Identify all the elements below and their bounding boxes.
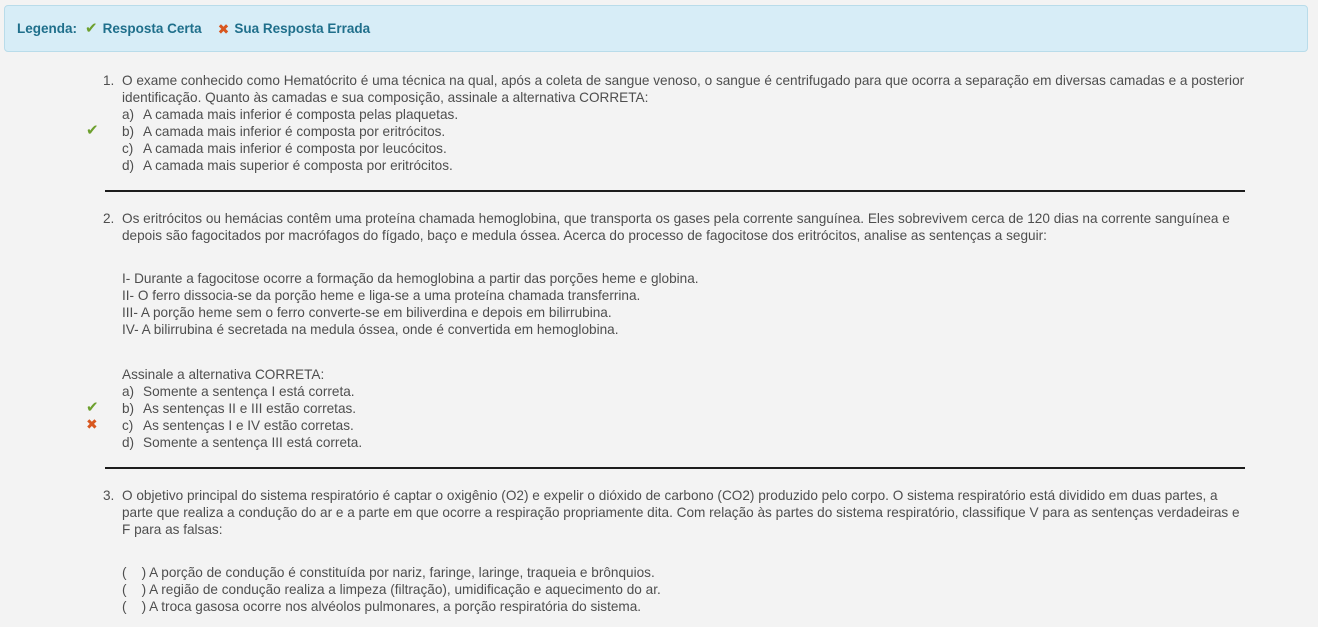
option-text: As sentenças II e III estão corretas. <box>143 401 357 416</box>
question-stem: Os eritrócitos ou hemácias contêm uma proteína chamada hemoglobina, que transporta os gases pela corrente sanguínea. Eles sobrevivem cerca de 120 dias na corrente sanguínea e depois são fagocitados por macrófagos do fígado, baço e medula óssea. Acerca do processo de fagocitose dos eritrócitos, analise as sentenças a seguir: <box>122 211 1230 243</box>
question-divider <box>105 467 1245 469</box>
option-letter: a) <box>122 384 135 399</box>
option-text: A camada mais superior é composta por eritrócitos. <box>143 158 453 173</box>
statement-line: IV- A bilirrubina é secretada na medula óssea, onde é convertida em hemoglobina. <box>122 322 619 337</box>
legend-label: Legenda: <box>17 21 78 36</box>
option-letter: b) <box>122 401 135 416</box>
option-row <box>122 157 1245 174</box>
option-letter: b) <box>122 124 135 139</box>
wrong-answer-icon: ✖ <box>86 416 98 432</box>
option-row <box>86 416 1245 434</box>
legend-item-correct <box>85 20 202 37</box>
correct-answer-icon: ✔ <box>86 122 99 139</box>
question-list <box>86 52 1245 615</box>
question-divider <box>105 190 1245 192</box>
wrong-answer-icon: ✖ <box>217 20 230 37</box>
option-text: A camada mais inferior é composta por leucócitos. <box>143 141 447 156</box>
option-letter: d) <box>122 435 135 450</box>
answer-prompt: Assinale a alternativa CORRETA: <box>122 367 325 382</box>
option-text: Somente a sentença I está correta. <box>143 384 355 399</box>
option-row <box>86 399 1245 417</box>
question-number: 3. <box>103 488 115 503</box>
question <box>103 487 1245 615</box>
statement-line: ( ) A região de condução realiza a limpeza (filtração), umidificação e aquecimento do ar. <box>122 582 661 597</box>
option-row <box>122 140 1245 157</box>
legend-wrong-label: Sua Resposta Errada <box>234 21 371 36</box>
option-text: A camada mais inferior é composta por eritrócitos. <box>143 124 446 139</box>
legend-item-wrong <box>218 20 371 37</box>
option-letter: c) <box>122 418 134 433</box>
option-letter: a) <box>122 107 135 122</box>
legend-correct-label: Resposta Certa <box>102 21 202 36</box>
statement-line: III- A porção heme sem o ferro converte-se em biliverdina e depois em bilirrubina. <box>122 305 612 320</box>
statement-line: ( ) A porção de condução é constituída por nariz, faringe, laringe, traqueia e brônquios. <box>122 565 655 580</box>
correct-answer-icon: ✔ <box>86 399 99 416</box>
statement-line: II- O ferro dissocia-se da porção heme e liga-se a uma proteína chamada transferrina. <box>122 288 641 303</box>
statement-list <box>122 564 1245 615</box>
option-letter: c) <box>122 141 134 156</box>
statement-line: ( ) A troca gasosa ocorre nos alvéolos pulmonares, a porção respiratória do sistema. <box>122 599 642 614</box>
question-stem: O exame conhecido como Hematócrito é uma técnica na qual, após a coleta de sangue venoso, o sangue é centrifugado para que ocorra a separação em diversas camadas e a posterior identificação. Quanto às camadas e sua composição, assinale a alternativa CORRETA: <box>122 73 1245 105</box>
option-text: Somente a sentença III está correta. <box>143 435 363 450</box>
option-row <box>122 434 1245 451</box>
option-row <box>122 383 1245 400</box>
option-text: A camada mais inferior é composta pelas plaquetas. <box>143 107 459 122</box>
statement-list <box>122 270 1245 338</box>
option-text: As sentenças I e IV estão corretas. <box>143 418 354 433</box>
question-number: 1. <box>103 73 115 88</box>
question <box>86 72 1245 174</box>
option-letter: d) <box>122 158 135 173</box>
question <box>86 210 1245 451</box>
question-number: 2. <box>103 211 115 226</box>
question-stem: O objetivo principal do sistema respiratório é captar o oxigênio (O2) e expelir o dióxido de carbono (CO2) produzido pelo corpo. O sistema respiratório está dividido em duas partes, a parte que realiza a condução do ar e a parte em que ocorre a respiração propriamente dita. Com relação às partes do sistema respiratório, classifique V para as sentenças verdadeiras e F para as falsas: <box>122 488 1240 537</box>
option-row <box>122 106 1245 123</box>
statement-line: I- Durante a fagocitose ocorre a formação da hemoglobina a partir das porções heme e globina. <box>122 271 699 286</box>
option-row <box>86 122 1245 140</box>
correct-answer-icon: ✔ <box>85 20 98 37</box>
legend-bar <box>4 5 1308 52</box>
